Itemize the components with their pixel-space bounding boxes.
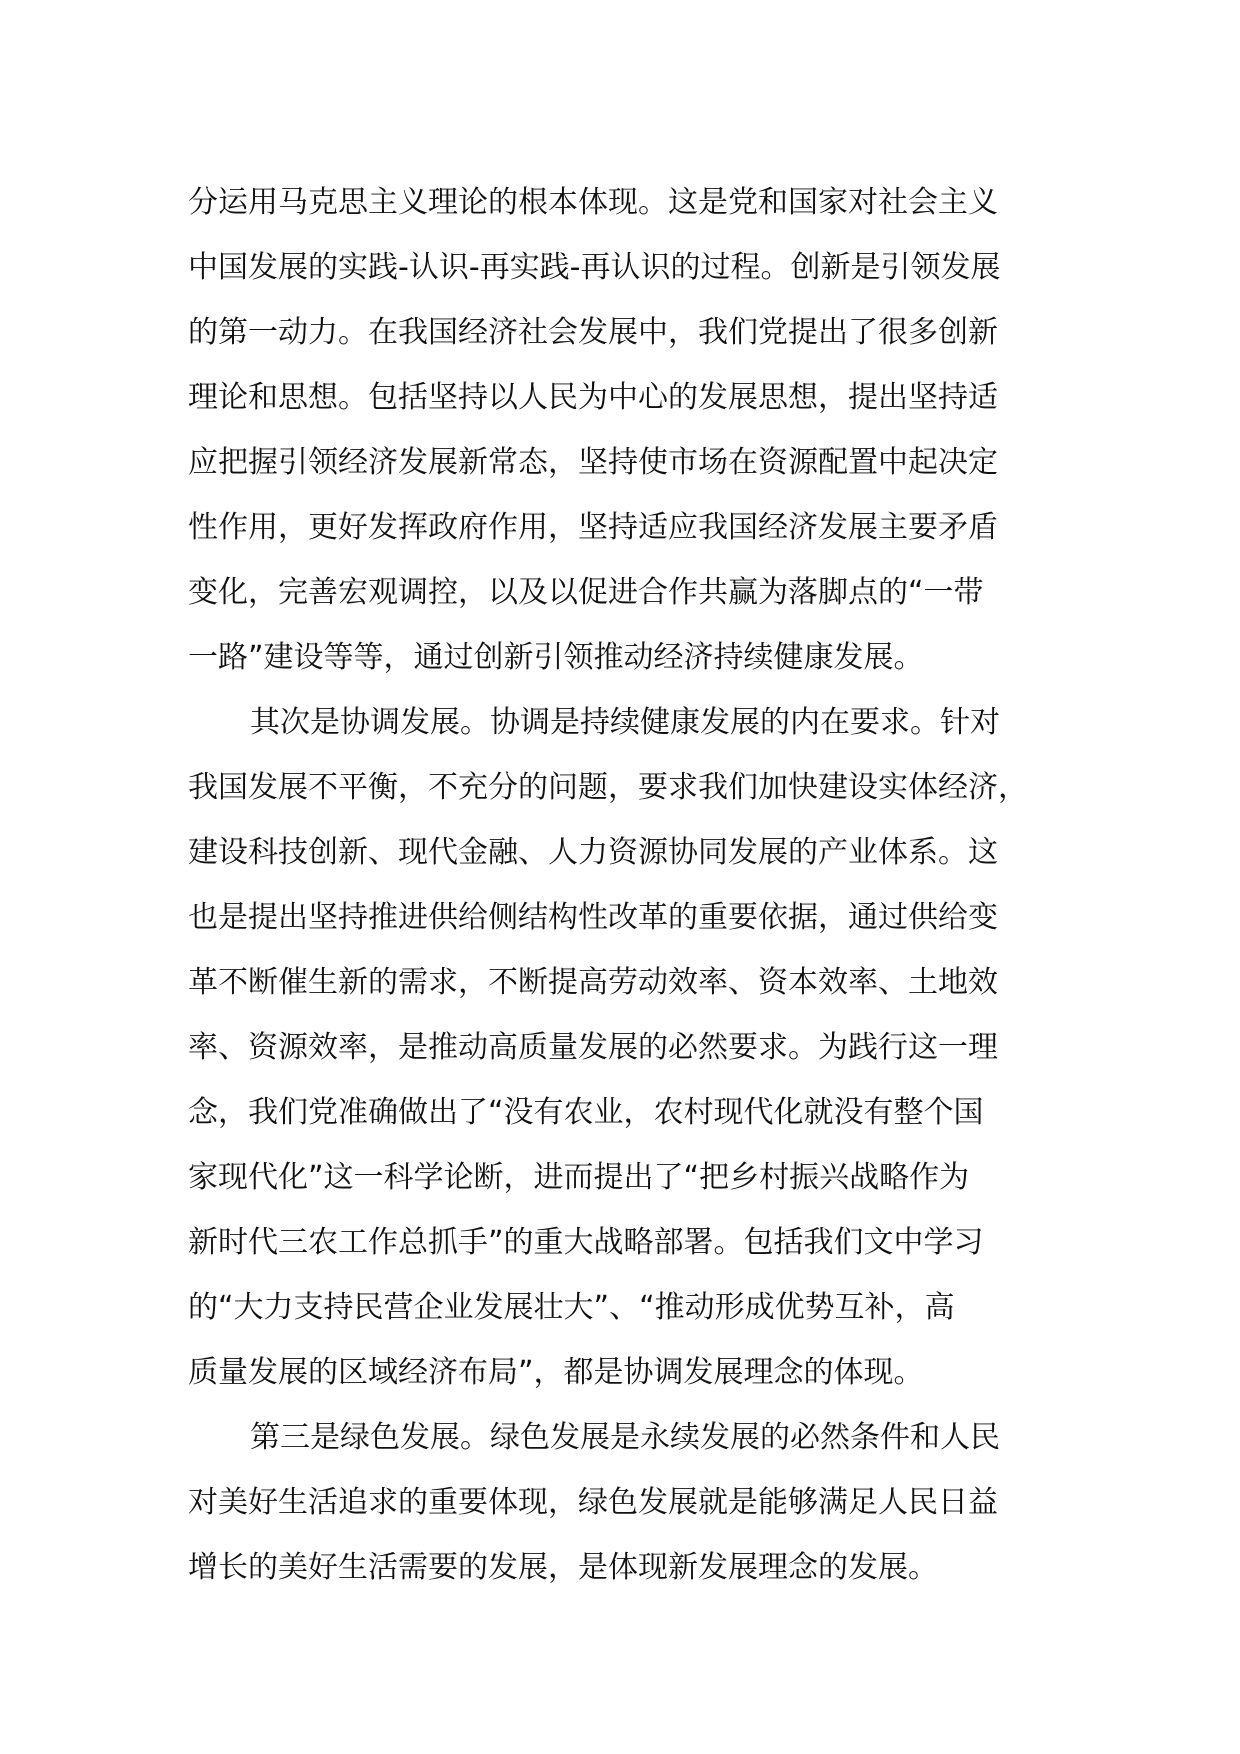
text-line: 我国发展不平衡，不充分的问题，要求我们加快建设实体经济， [188, 770, 1028, 805]
text-line: 新时代三农工作总抓手”的重大战略部署。包括我们文中学习 [188, 1225, 984, 1260]
text-line: 也是提出坚持推进供给侧结构性改革的重要依据，通过供给变 [188, 900, 998, 935]
text-line: 建设科技创新、现代金融、人力资源协同发展的产业体系。这 [188, 835, 998, 870]
text-line: 对美好生活追求的重要体现，绿色发展就是能够满足人民日益 [188, 1485, 998, 1520]
text-line: 率、资源效率，是推动高质量发展的必然要求。为践行这一理 [188, 1030, 998, 1065]
text-line: 念，我们党准确做出了“没有农业，农村现代化就没有整个国 [188, 1095, 984, 1130]
text-line: 中国发展的实践-认识-再实践-再认识的过程。创新是引领发展 [188, 250, 1001, 285]
text-line: 增长的美好生活需要的发展，是体现新发展理念的发展。 [188, 1550, 938, 1585]
paragraph-innovation-continued [188, 170, 1088, 690]
text-line: 应把握引领经济发展新常态，坚持使市场在资源配置中起决定 [188, 445, 998, 480]
paragraph-coordinated-development [188, 690, 1088, 1405]
text-line: 家现代化”这一科学论断，进而提出了“把乡村振兴战略作为 [188, 1160, 970, 1195]
text-line: 理论和思想。包括坚持以人民为中心的发展思想，提出坚持适 [188, 380, 998, 415]
text-line: 第三是绿色发展。绿色发展是永续发展的必然条件和人民 [250, 1420, 1000, 1455]
text-line: 性作用，更好发挥政府作用，坚持适应我国经济发展主要矛盾 [188, 510, 998, 545]
text-line: 的第一动力。在我国经济社会发展中，我们党提出了很多创新 [188, 315, 998, 350]
document-body [188, 170, 1088, 1600]
text-line: 的“大力支持民营企业发展壮大”、“推动形成优势互补，高 [188, 1290, 955, 1325]
text-line: 分运用马克思主义理论的根本体现。这是党和国家对社会主义 [188, 185, 998, 220]
paragraph-green-development [188, 1405, 1088, 1600]
text-line: 一路”建设等等，通过创新引领推动经济持续健康发展。 [188, 640, 924, 675]
text-line: 质量发展的区域经济布局”，都是协调发展理念的体现。 [188, 1355, 924, 1390]
text-line: 革不断催生新的需求，不断提高劳动效率、资本效率、土地效 [188, 965, 998, 1000]
text-line: 变化，完善宏观调控，以及以促进合作共赢为落脚点的“一带 [188, 575, 984, 610]
text-line: 其次是协调发展。协调是持续健康发展的内在要求。针对 [250, 705, 1000, 740]
